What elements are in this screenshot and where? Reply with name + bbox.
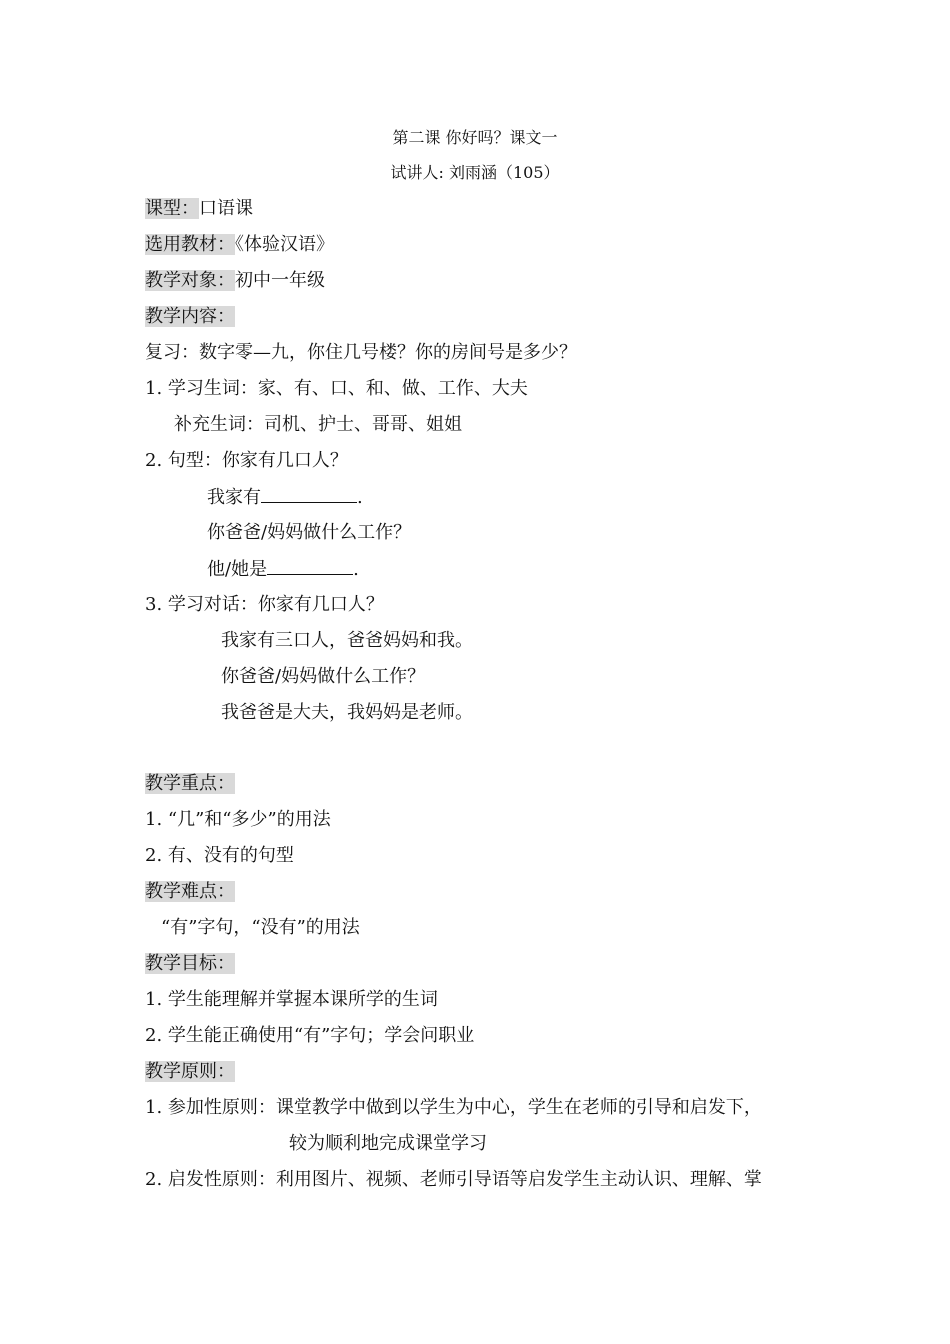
course-type-value: 口语课: [199, 198, 253, 219]
key-points-item-2: 2. 有、没有的句型: [145, 845, 294, 866]
course-type-label: 课型：: [145, 198, 199, 219]
content-item-3: 3. 学习对话：你家有几口人？: [145, 594, 384, 615]
difficulties-item-1: “有”字句，“没有”的用法: [161, 917, 360, 938]
content-item-2-c: [207, 557, 359, 582]
content-item-3-a: 我家有三口人，爸爸妈妈和我。: [221, 630, 473, 651]
goals-heading: [145, 952, 235, 976]
key-points-label: 教学重点：: [145, 773, 235, 794]
content-heading: [145, 305, 235, 329]
content-review: 复习：数字零—九，你住几号楼？你的房间号是多少？: [145, 342, 577, 363]
goals-label: 教学目标：: [145, 953, 235, 974]
principles-item-1: 1. 参加性原则：课堂教学中做到以学生为中心，学生在老师的引导和启发下，: [145, 1097, 762, 1118]
key-points-item-1: 1. “几”和“多少”的用法: [145, 809, 331, 830]
content-item-1: 1. 学习生词：家、有、口、和、做、工作、大夫: [145, 378, 528, 399]
content-item-3-c: 我爸爸是大夫，我妈妈是老师。: [221, 702, 473, 723]
principles-label: 教学原则：: [145, 1061, 235, 1082]
content-item-2-a-suffix: .: [357, 487, 363, 508]
principles-item-1-cont: 较为顺利地完成课堂学习: [289, 1133, 487, 1154]
presenter-line: 试讲人: 刘雨涵（105）: [390, 163, 560, 182]
textbook-label: 选用教材：: [145, 234, 235, 255]
textbook-line: [145, 233, 334, 257]
goals-item-1: 1. 学生能理解并掌握本课所学的生词: [145, 989, 438, 1010]
audience-label: 教学对象：: [145, 270, 235, 291]
principles-item-2: 2. 启发性原则：利用图片、视频、老师引导语等启发学生主动认识、理解、掌: [145, 1169, 762, 1190]
audience-line: [145, 269, 325, 293]
fill-in-blank: [261, 485, 357, 503]
content-item-2-c-prefix: 他/她是: [207, 559, 268, 580]
principles-heading: [145, 1060, 235, 1084]
difficulties-heading: [145, 880, 235, 904]
textbook-value: 《体验汉语》: [235, 234, 334, 255]
key-points-heading: [145, 772, 235, 796]
goals-item-2: 2. 学生能正确使用“有”字句；学会问职业: [145, 1025, 475, 1046]
audience-value: 初中一年级: [235, 270, 325, 291]
course-type-line: [145, 197, 253, 221]
content-item-2-b: 你爸爸/妈妈做什么工作？: [207, 522, 412, 543]
content-item-2-c-suffix: .: [353, 559, 359, 580]
content-item-2-a-prefix: 我家有: [207, 487, 261, 508]
content-label: 教学内容：: [145, 306, 235, 327]
content-item-1-sub: 补充生词：司机、护士、哥哥、姐姐: [174, 414, 462, 435]
difficulties-label: 教学难点：: [145, 881, 235, 902]
content-item-3-b: 你爸爸/妈妈做什么工作？: [221, 666, 426, 687]
lesson-title: 第二课 你好吗？课文一: [392, 128, 558, 147]
fill-in-blank: [267, 557, 353, 575]
content-item-2-a: [207, 485, 363, 510]
content-item-2: 2. 句型：你家有几口人？: [145, 450, 348, 471]
